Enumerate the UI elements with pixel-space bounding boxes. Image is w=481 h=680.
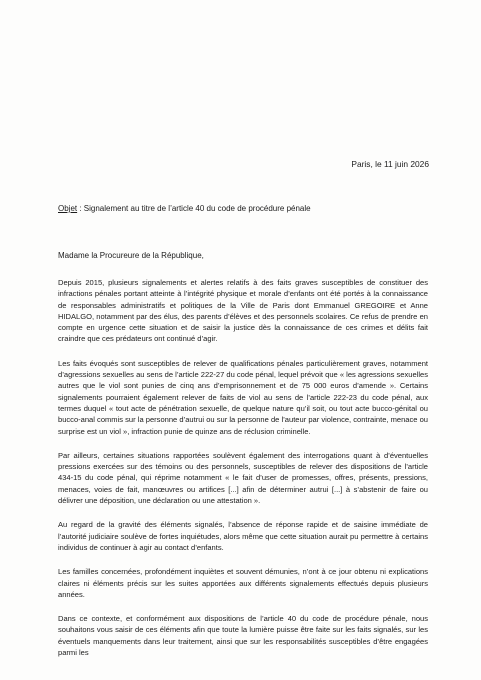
subject-text: : Signalement au titre de l’article 40 du code de procédure pénale [77, 204, 311, 213]
body-paragraph-1: Depuis 2015, plusieurs signalements et alertes relatifs à des faits graves susceptibles de constituer des infractions pénales portant atteinte à l’intégrité physique et morale d’enfants ont été portés à la connaissance de responsables administratifs et politiques de la Ville de Paris dont Emmanuel GREGOIRE et Anne HIDALGO, notamment par des élus, des parents d’élèves et des personnels scolaires. Ce refus de prendre en compte en urgence cette situation et de saisir la justice dès la connaissance de ces crimes et délits fait craindre que ces prédateurs ont continué d’agir. [58, 278, 428, 344]
body-paragraph-6: Dans ce contexte, et conformément aux dispositions de l’article 40 du code de procédure pénale, nous souhaitons vous saisir de ces éléments afin que toute la lumière puisse être faite sur les faits signalés, sur les éventuels manquements dans leur traitement, ainsi que sur les responsabilités susceptibles d’être engagées parmi les [58, 614, 428, 658]
body-paragraph-5: Les familles concernées, profondément inquiètes et souvent démunies, n’ont à ce jour obtenu ni explications claires ni éléments précis sur les suites apportées aux différents signalements effectués depuis plusieurs années. [58, 567, 428, 599]
body-paragraph-3: Par ailleurs, certaines situations rapportées soulèvent également des interrogations quant à d’éventuelles pressions exercées sur des témoins ou des personnels, susceptibles de relever des dispositions de l’article 434-15 du code pénal, qui réprime notamment « le fait d’user de promesses, offres, présents, pressions, menaces, voies de fait, manœuvres ou artifices [...] afin de déterminer autrui [...] à s’abstenir de faire ou délivrer une déposition, une déclaration ou une attestation ». [58, 450, 428, 506]
letter-body [58, 277, 428, 658]
body-paragraph-4: Au regard de la gravité des éléments signalés, l’absence de réponse rapide et de saisine immédiate de l’autorité judiciaire soulève de fortes inquiétudes, alors même que cette situation aurait pu permettre à certains individus de continuer à agir au contact d’enfants. [58, 520, 428, 552]
letter-date: Paris, le 11 juin 2026 [351, 159, 429, 169]
subject-label: Objet [58, 204, 78, 213]
letter-subject [58, 203, 311, 214]
letter-salutation: Madame la Procureure de la République, [58, 251, 204, 260]
body-paragraph-2: Les faits évoqués sont susceptibles de relever de qualifications pénales particulièrement graves, notamment d’agressions sexuelles au sens de l’article 222-27 du code pénal, lequel prévoit que « les agressions sexuelles autres que le viol sont punies de cinq ans d’emprisonnement et de 75 000 euros d’amende ». Certains signalements pourraient également relever de faits de viol au sens de l’article 222-23 du code pénal, aux termes duquel « tout acte de pénétration sexuelle, de quelque nature qu’il soit, ou tout acte bucco-génital ou bucco-anal commis sur la personne d’autrui ou sur la personne de l’auteur par violence, contrainte, menace ou surprise est un viol », infraction punie de quinze ans de réclusion criminelle. [58, 358, 428, 436]
